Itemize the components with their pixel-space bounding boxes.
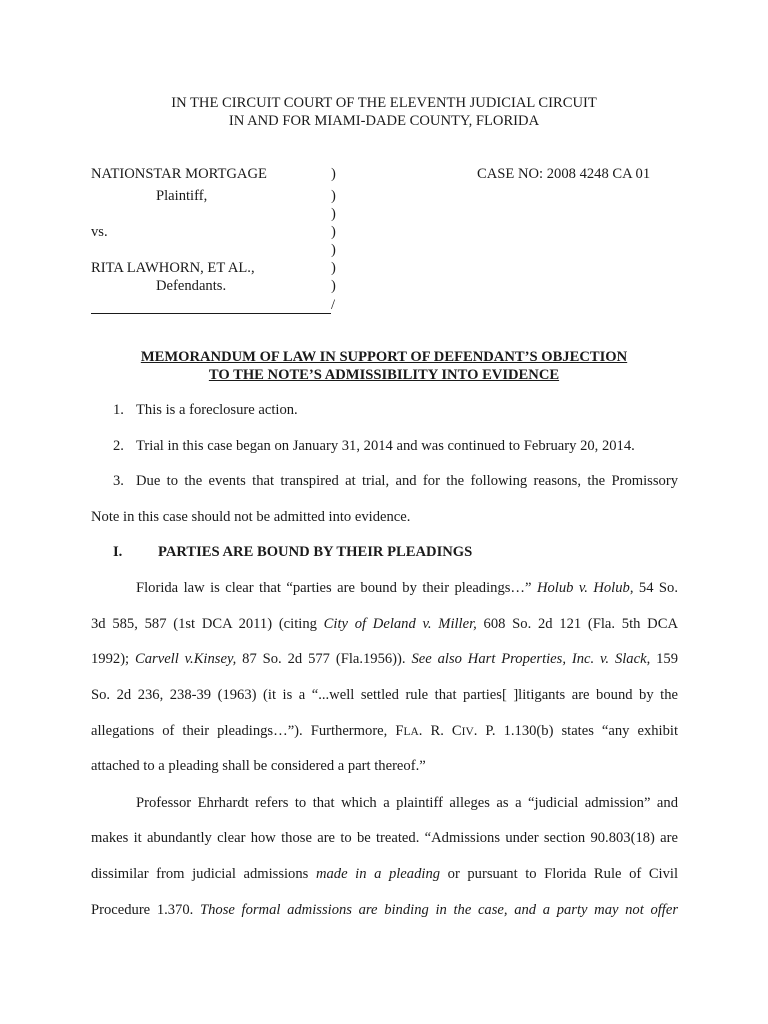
section-heading: PARTIES ARE BOUND BY THEIR PLEADINGS: [158, 544, 473, 560]
body-line: Procedure 1.370. Those formal admissions are binding in the case, and a party may not offer: [91, 902, 679, 918]
item-text: This is a foreclosure action.: [136, 402, 298, 418]
body-line: allegations of their pleadings…”). Furthermore, FLA. R. CIV. P. 1.130(b) states “any exhibit: [91, 723, 678, 739]
caption-paren: ): [331, 206, 336, 222]
item-number: 2.: [113, 438, 124, 454]
caption-slash: /: [331, 297, 336, 313]
body-line: dissimilar from judicial admissions made in a pleading or pursuant to Florida Rule of Civil: [91, 866, 679, 882]
body-line: Professor Ehrhardt refers to that which a plaintiff alleges as a “judicial admission” and: [136, 795, 678, 811]
item-text-continued: Note in this case should not be admitted into evidence.: [91, 509, 411, 525]
court-heading-line2: IN AND FOR MIAMI-DADE COUNTY, FLORIDA: [228, 113, 540, 129]
caption-paren: ): [331, 242, 336, 258]
memo-title-line2: TO THE NOTE’S ADMISSIBILITY INTO EVIDENCE: [208, 367, 560, 383]
body-line: Florida law is clear that “parties are bound by their pleadings…” Holub v. Holub, 54 So.: [136, 580, 678, 596]
court-heading-line1: IN THE CIRCUIT COURT OF THE ELEVENTH JUDICIAL CIRCUIT: [171, 95, 597, 111]
plaintiff-role: Plaintiff,: [156, 188, 208, 204]
plaintiff-name: NATIONSTAR MORTGAGE: [91, 166, 267, 182]
memo-title-line1: MEMORANDUM OF LAW IN SUPPORT OF DEFENDANT’S OBJECTION: [140, 349, 628, 365]
defendant-role: Defendants.: [156, 278, 227, 294]
body-line: 1992); Carvell v.Kinsey, 87 So. 2d 577 (Fla.1956)). See also Hart Properties, Inc. v. Slack, 159: [91, 651, 679, 667]
item-number: 1.: [113, 402, 124, 418]
versus-label: vs.: [91, 224, 108, 240]
caption-paren: ): [331, 278, 336, 294]
item-text: Trial in this case began on January 31, 2014 and was continued to February 20, 2014.: [136, 438, 635, 454]
section-number: I.: [113, 544, 123, 560]
defendant-name: RITA LAWHORN, ET AL.,: [91, 260, 255, 276]
caption-paren: ): [331, 166, 336, 182]
case-number: CASE NO: 2008 4248 CA 01: [477, 166, 651, 182]
item-number: 3.: [113, 473, 124, 489]
body-line: 3d 585, 587 (1st DCA 2011) (citing City of Deland v. Miller, 608 So. 2d 121 (Fla. 5th DCA: [91, 616, 678, 632]
body-line: So. 2d 236, 238-39 (1963) (it is a “...well settled rule that parties[ ]litigants are bound by the: [91, 687, 678, 703]
body-line: attached to a pleading shall be considered a part thereof.”: [91, 758, 426, 774]
caption-paren: ): [331, 188, 336, 204]
caption-rule: [91, 313, 331, 314]
item-text: Due to the events that transpired at trial, and for the following reasons, the Promissory: [136, 473, 678, 489]
caption-paren: ): [331, 224, 336, 240]
body-line: makes it abundantly clear how those are to be treated. “Admissions under section 90.803(18) are: [91, 830, 678, 846]
caption-paren: ): [331, 260, 336, 276]
